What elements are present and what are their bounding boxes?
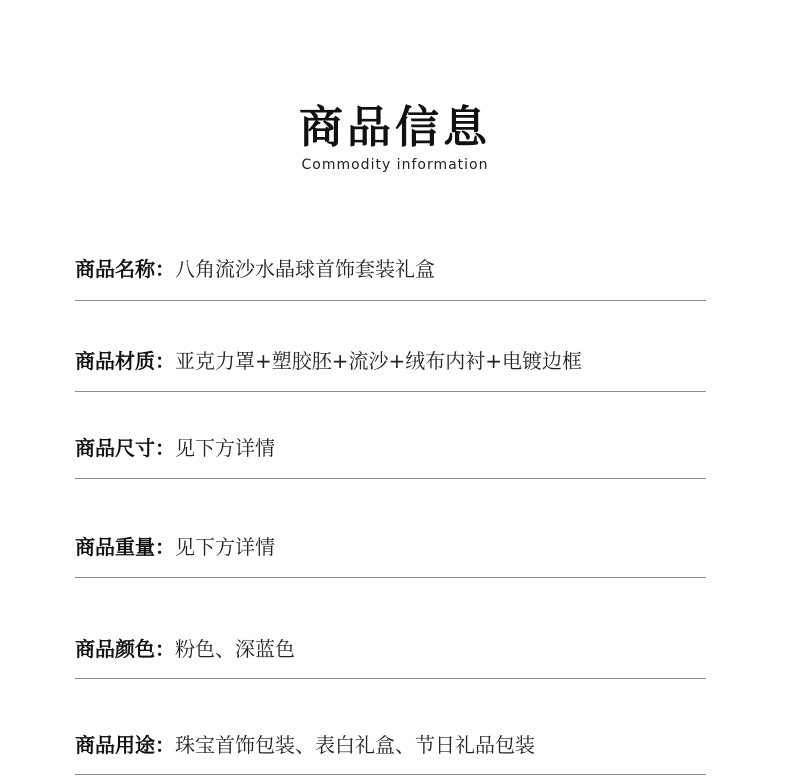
info-row-size (75, 411, 706, 479)
row-value: 亚克力罩+塑胶胚+流沙+绒布内衬+电镀边框 (175, 349, 583, 373)
row-label: 商品名称： (75, 257, 175, 281)
row-label: 商品用途： (75, 733, 175, 757)
page-subtitle: Commodity information (301, 157, 489, 173)
row-label: 商品材质： (75, 349, 175, 373)
info-row-material (75, 324, 706, 392)
info-row-color (75, 611, 706, 679)
row-label: 商品颜色： (75, 637, 175, 661)
info-row-usage (75, 708, 706, 775)
row-value: 见下方详情 (175, 535, 275, 559)
row-label: 商品重量： (75, 535, 175, 559)
page-title: 商品信息 (299, 102, 491, 153)
row-value: 粉色、深蓝色 (175, 637, 295, 661)
row-label: 商品尺寸： (75, 436, 175, 460)
row-value: 见下方详情 (175, 436, 275, 460)
info-row-name (75, 232, 706, 301)
row-value: 珠宝首饰包装、表白礼盒、节日礼品包装 (175, 733, 535, 757)
row-value: 八角流沙水晶球首饰套装礼盒 (175, 257, 435, 281)
info-row-weight (75, 510, 706, 578)
